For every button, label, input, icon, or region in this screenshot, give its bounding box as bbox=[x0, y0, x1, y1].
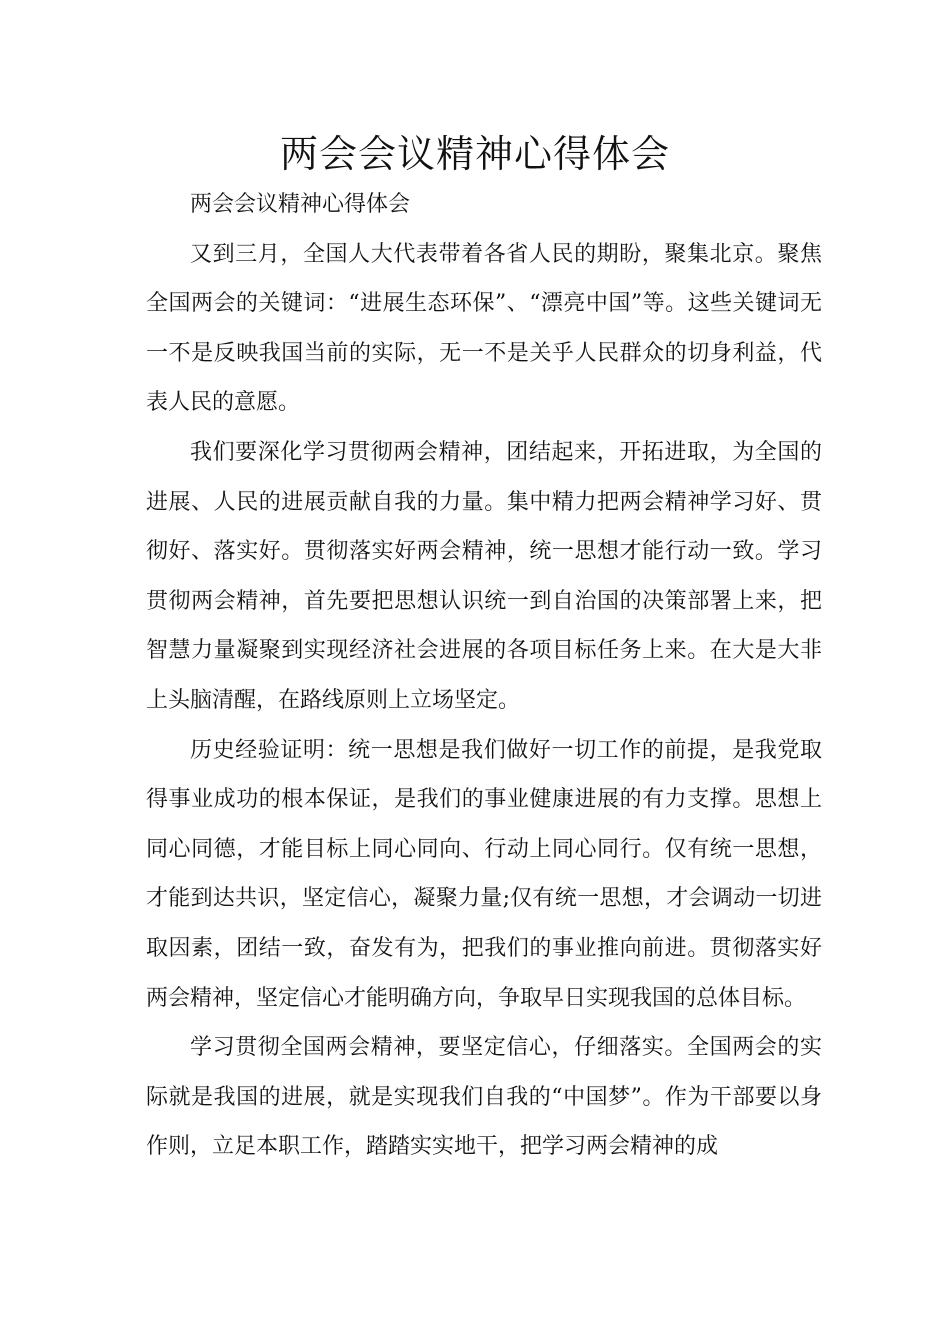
paragraph-2: 我们要深化学习贯彻两会精神，团结起来，开拓进取，为全国的进展、人民的进展贡献自我的力量。集中精力把两会精神学习好、贯彻好、落实好。贯彻落实好两会精神，统一思想才能行动一致。学习贯彻两会精神，首先要把思想认识统一到自治国的决策部署上来，把智慧力量凝聚到实现经济社会进展的各项目标任务上来。在大是大非上头脑清醒，在路线原则上立场坚定。 bbox=[146, 439, 822, 713]
paragraph-1: 又到三月，全国人大代表带着各省人民的期盼，聚集北京。聚焦全国两会的关键词：“进展生态环保”、“漂亮中国”等。这些关键词无一不是反映我国当前的实际，无一不是关乎人民群众的切身利益，代表人民的意愿。 bbox=[146, 241, 822, 416]
document-subtitle: 两会会议精神心得体会 bbox=[190, 192, 411, 217]
document-title: 两会会议精神心得体会 bbox=[279, 132, 670, 176]
document-body bbox=[146, 180, 822, 1172]
paragraph-4: 学习贯彻全国两会精神，要坚定信心，仔细落实。全国两会的实际就是我国的进展，就是实现我们自我的“中国梦”。作为干部要以身作则，立足本职工作，踏踏实实地干，把学习两会精神的成 bbox=[146, 1035, 822, 1160]
paragraph-3: 历史经验证明：统一思想是我们做好一切工作的前提，是我党取得事业成功的根本保证，是我们的事业健康进展的有力支撑。思想上同心同德，才能目标上同心同向、行动上同心同行。仅有统一思想，才能到达共识，坚定信心，凝聚力量;仅有统一思想，才会调动一切进取因素，团结一致，奋发有为，把我们的事业推向前进。贯彻落实好两会精神，坚定信心才能明确方向，争取早日实现我国的总体目标。 bbox=[146, 737, 822, 1011]
